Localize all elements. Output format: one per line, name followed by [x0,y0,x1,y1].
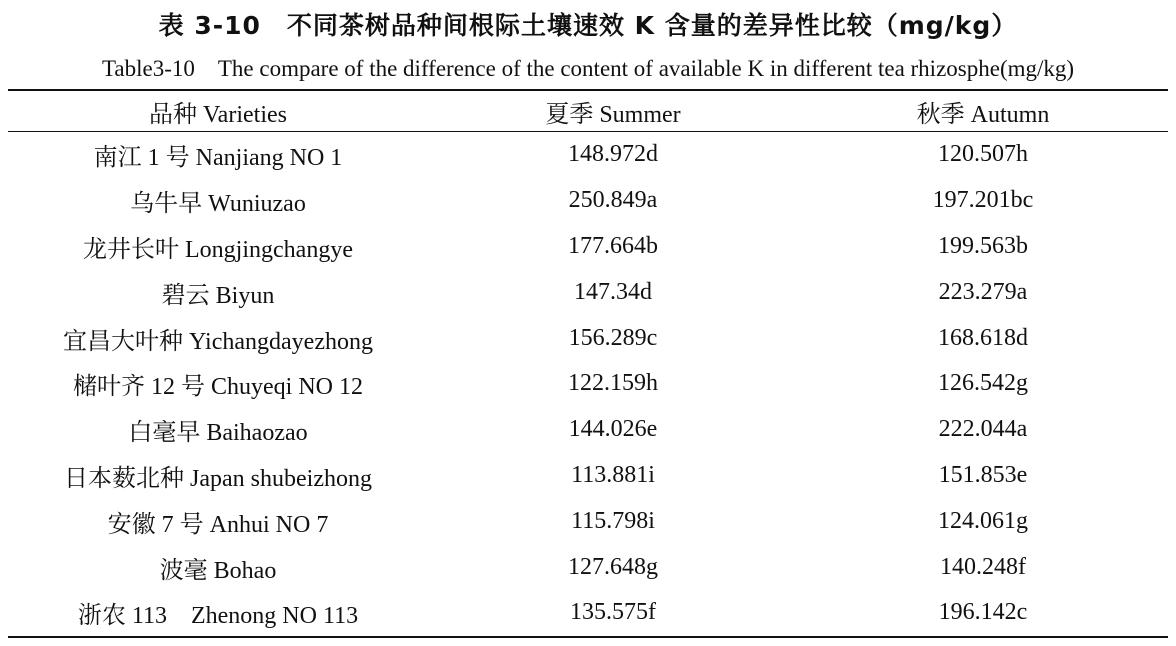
cell-autumn: 223.279a [938,278,1028,305]
cell-summer: 148.972d [568,141,658,168]
cell-summer: 122.159h [568,370,658,397]
cell-variety: 浙农 113 Zhenong NO 113 [77,603,359,630]
table-row [8,132,1168,178]
cell-variety: 安徽 7 号 Anhui NO 7 [107,511,329,538]
cell-variety: 碧云 Biyun [161,282,275,309]
table-row [8,315,1168,361]
table-row [8,590,1168,637]
data-table [8,89,1168,638]
table-row [8,544,1168,590]
cell-autumn: 126.542g [938,370,1028,397]
table-title-chinese: 表 3-10 不同茶树品种间根际土壤速效 K 含量的差异性比较（mg/kg） [158,11,1018,40]
table-row [8,178,1168,224]
cell-variety: 日本薮北种 Japan shubeizhong [64,465,372,492]
cell-summer: 113.881i [571,461,655,488]
cell-autumn: 196.142c [938,599,1028,626]
cell-summer: 115.798i [571,507,655,534]
cell-variety: 龙井长叶 Longjingchangye [83,236,353,263]
cell-variety: 白毫早 Baihaozao [128,420,308,447]
cell-summer: 156.289c [568,324,658,351]
cell-summer: 135.575f [570,599,656,626]
cell-summer: 144.026e [568,416,658,443]
header-variety: 品种 Varieties [149,101,287,128]
cell-autumn: 222.044a [938,416,1028,443]
table-row [8,269,1168,315]
cell-autumn: 199.563b [938,232,1028,259]
cell-autumn: 140.248f [940,553,1026,580]
cell-summer: 147.34d [574,278,652,305]
cell-variety: 南江 1 号 Nanjiang NO 1 [93,145,343,172]
cell-autumn: 124.061g [938,507,1028,534]
cell-variety: 槠叶齐 12 号 Chuyeqi NO 12 [73,374,363,401]
table-row [8,453,1168,499]
cell-variety: 波毫 Bohao [159,557,277,584]
header-summer: 夏季 Summer [545,101,681,128]
cell-autumn: 168.618d [938,324,1028,351]
cell-summer: 127.648g [568,553,658,580]
header-autumn: 秋季 Autumn [916,101,1050,128]
cell-autumn: 151.853e [938,461,1028,488]
table-row [8,498,1168,544]
table-row [8,224,1168,270]
cell-summer: 177.664b [568,232,658,259]
cell-summer: 250.849a [568,187,658,214]
table-row [8,361,1168,407]
cell-variety: 宜昌大叶种 Yichangdayezhong [63,328,373,355]
table-title-english: Table3-10 The compare of the difference of the content of available K in different tea rhizosphe(mg/kg) [101,56,1075,81]
table-row [8,407,1168,453]
table-header-row [8,90,1168,132]
cell-autumn: 197.201bc [932,187,1034,214]
cell-autumn: 120.507h [938,141,1028,168]
cell-variety: 乌牛早 Wuniuzao [130,191,306,218]
